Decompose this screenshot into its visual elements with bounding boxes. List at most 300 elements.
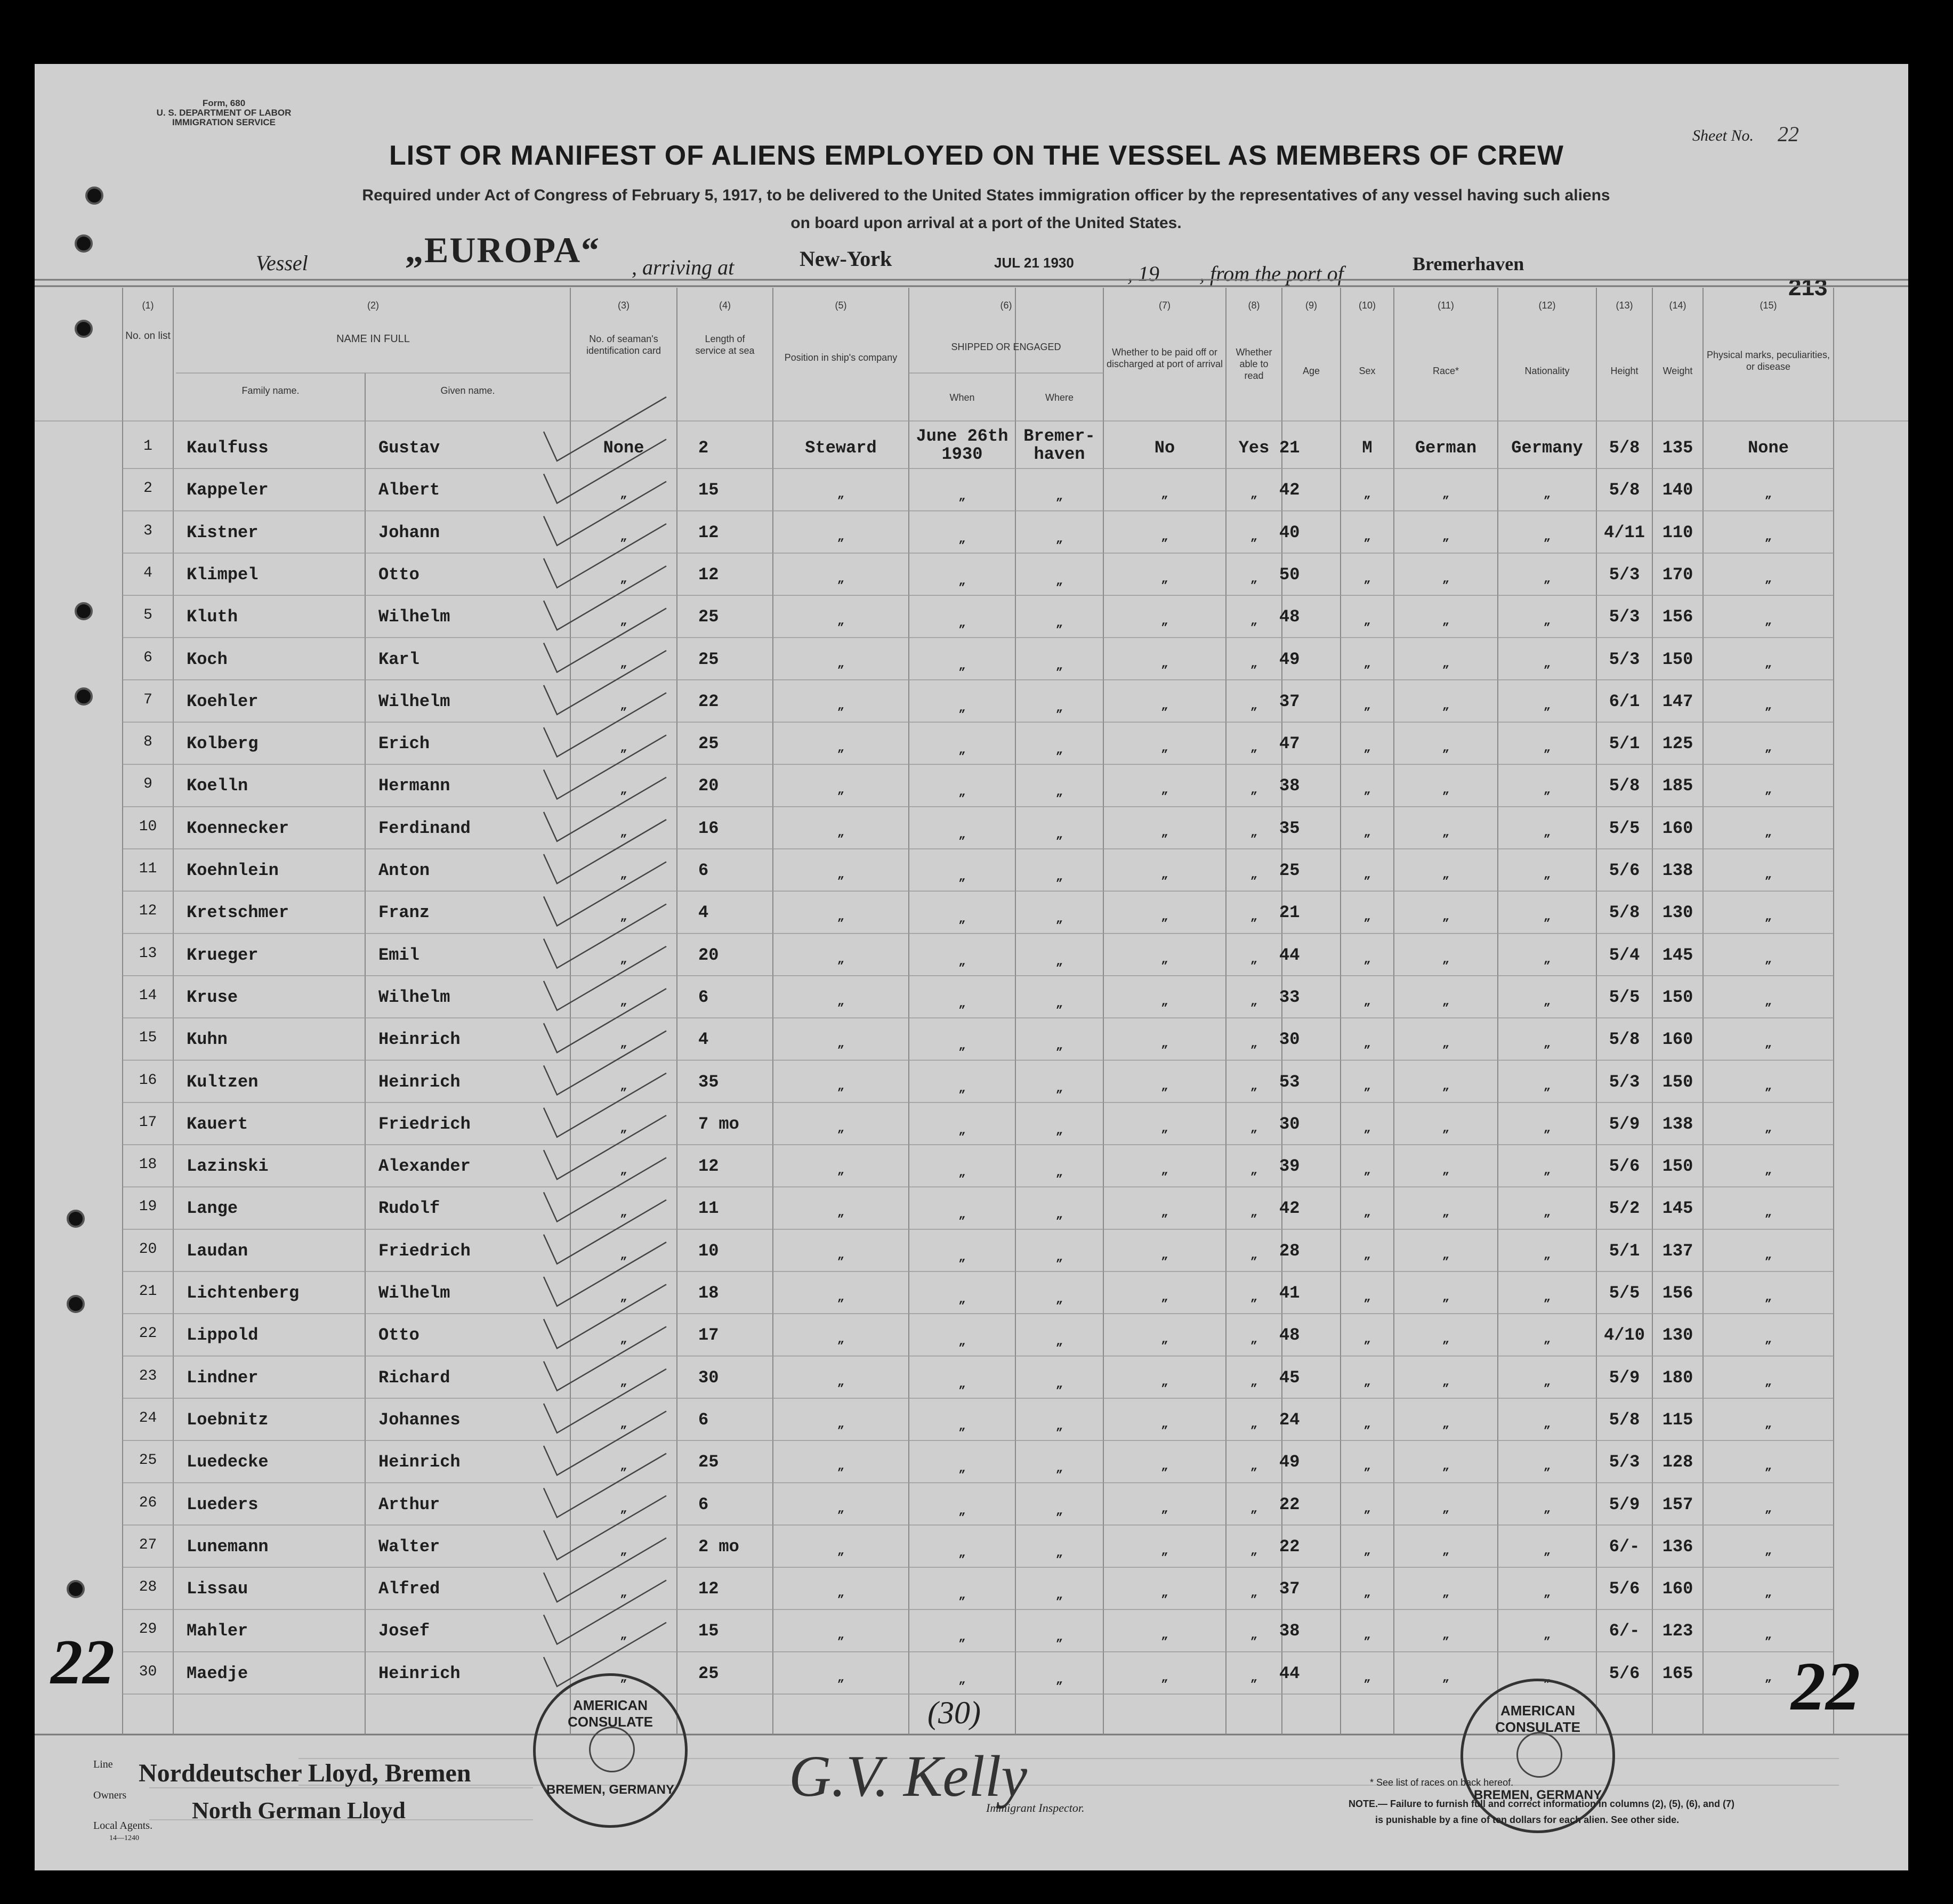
nationality: „ <box>1543 657 1551 670</box>
position: „ <box>837 1164 845 1178</box>
service-length: 22 <box>698 691 719 711</box>
position: „ <box>837 1037 845 1051</box>
able-read: „ <box>1250 1628 1258 1642</box>
physical-marks: „ <box>1764 1544 1772 1558</box>
nationality: „ <box>1543 1460 1551 1473</box>
given-name: Albert <box>378 480 440 500</box>
position: „ <box>837 1671 845 1684</box>
sex: „ <box>1363 1121 1371 1135</box>
position: „ <box>837 1544 845 1558</box>
age: 48 <box>1279 607 1300 627</box>
height: 5/3 <box>1609 649 1640 669</box>
shipped-when: „ <box>958 1546 966 1560</box>
position: Steward <box>805 438 877 458</box>
age: 25 <box>1279 861 1300 880</box>
id-card: „ <box>620 910 627 924</box>
physical-marks: „ <box>1764 952 1772 966</box>
physical-marks: „ <box>1764 1375 1772 1389</box>
department-name: U. S. DEPARTMENT OF LABOR <box>156 108 292 118</box>
able-read: „ <box>1250 488 1258 501</box>
age: 44 <box>1279 945 1300 965</box>
height: 6/- <box>1609 1536 1640 1557</box>
weight: 136 <box>1662 1536 1693 1557</box>
row-number: 17 <box>139 1114 157 1131</box>
weight: 110 <box>1662 522 1693 542</box>
age: 45 <box>1279 1367 1300 1388</box>
paid-off: „ <box>1161 657 1168 670</box>
id-card: „ <box>620 783 627 797</box>
nationality: Germany <box>1511 438 1583 458</box>
paid-off: „ <box>1161 1375 1168 1389</box>
form-code: 14—1240 <box>109 1834 139 1842</box>
id-card: „ <box>620 868 627 881</box>
service-length: 20 <box>698 945 719 965</box>
position: „ <box>837 741 845 755</box>
given-name: Josef <box>378 1621 430 1641</box>
race: „ <box>1442 1375 1450 1389</box>
row-number: 3 <box>143 522 152 539</box>
shipped-where: Bremer-haven <box>1023 426 1095 464</box>
family-name: Kruse <box>187 987 238 1007</box>
nationality: „ <box>1543 1375 1551 1389</box>
age: 49 <box>1279 649 1300 669</box>
given-name: Gustav <box>378 438 440 458</box>
position: „ <box>837 1121 845 1135</box>
position: „ <box>837 910 845 924</box>
shipped-where: „ <box>1055 574 1063 588</box>
col-header-able-read: Whether able to read <box>1236 347 1272 381</box>
weight: 157 <box>1662 1494 1693 1514</box>
shipped-when: „ <box>958 490 966 504</box>
physical-marks: „ <box>1764 783 1772 797</box>
race: „ <box>1442 1206 1450 1220</box>
row-number: 25 <box>139 1452 157 1469</box>
family-name: Koennecker <box>187 818 289 838</box>
height: 5/3 <box>1609 607 1640 627</box>
service-length: 35 <box>698 1072 719 1092</box>
id-card: „ <box>620 1586 627 1600</box>
sex: „ <box>1363 910 1371 924</box>
age: 30 <box>1279 1114 1300 1134</box>
race: „ <box>1442 1586 1450 1600</box>
shipped-where: „ <box>1055 1419 1063 1433</box>
position: „ <box>837 572 845 586</box>
nationality: „ <box>1543 1248 1551 1262</box>
nationality: „ <box>1543 1586 1551 1600</box>
col-header-service: Length of service at sea <box>695 334 755 356</box>
col-number: (4) <box>719 300 731 311</box>
family-name: Kistner <box>187 522 259 542</box>
row-number: 22 <box>139 1325 157 1342</box>
service-length: 12 <box>698 1156 719 1177</box>
col-number: (10) <box>1358 300 1376 311</box>
physical-marks: „ <box>1764 868 1772 881</box>
sex: „ <box>1363 614 1371 628</box>
paid-off: „ <box>1161 1586 1168 1600</box>
race: „ <box>1442 783 1450 797</box>
family-name: Loebnitz <box>187 1409 269 1430</box>
col-header-given: Given name. <box>440 385 495 396</box>
nationality: „ <box>1543 868 1551 881</box>
id-card: „ <box>620 1375 627 1389</box>
family-name: Koelln <box>187 776 248 796</box>
service-length: 25 <box>698 607 719 627</box>
height: 5/5 <box>1609 818 1640 838</box>
row-number: 29 <box>139 1621 157 1638</box>
family-name: Lindner <box>187 1367 259 1388</box>
paid-off: „ <box>1161 1037 1168 1051</box>
given-name: Wilhelm <box>378 1283 450 1303</box>
row-number: 20 <box>139 1241 157 1258</box>
row-number: 24 <box>139 1409 157 1427</box>
shipped-where: „ <box>1055 1166 1063 1180</box>
weight: 170 <box>1662 564 1693 585</box>
paid-off: „ <box>1161 994 1168 1008</box>
given-name: Johannes <box>378 1409 461 1430</box>
able-read: „ <box>1250 699 1258 712</box>
shipped-where: „ <box>1055 785 1063 799</box>
service-length: 25 <box>698 1663 719 1683</box>
sex: „ <box>1363 699 1371 712</box>
race: „ <box>1442 1333 1450 1347</box>
row-number: 21 <box>139 1283 157 1300</box>
able-read: „ <box>1250 1544 1258 1558</box>
paid-off: „ <box>1161 825 1168 839</box>
sex: „ <box>1363 1544 1371 1558</box>
weight: 156 <box>1662 607 1693 627</box>
nationality: „ <box>1543 741 1551 755</box>
paid-off: „ <box>1161 1544 1168 1558</box>
paid-off: „ <box>1161 1164 1168 1178</box>
shipped-when: „ <box>958 954 966 968</box>
id-card: „ <box>620 1079 627 1093</box>
shipped-when: „ <box>958 1081 966 1095</box>
physical-marks: „ <box>1764 530 1772 544</box>
given-name: Ferdinand <box>378 818 471 838</box>
row-number: 1 <box>143 438 152 455</box>
sex: „ <box>1363 783 1371 797</box>
service-length: 10 <box>698 1241 719 1261</box>
physical-marks: „ <box>1764 488 1772 501</box>
able-read: „ <box>1250 910 1258 924</box>
position: „ <box>837 657 845 670</box>
physical-marks: „ <box>1764 1502 1772 1516</box>
col-number: (7) <box>1159 300 1171 311</box>
page-subtitle-2: on board upon arrival at a port of the United States. <box>790 214 1182 232</box>
given-name: Richard <box>378 1367 450 1388</box>
col-number: (3) <box>618 300 630 311</box>
id-card: „ <box>620 657 627 670</box>
able-read: Yes <box>1238 438 1270 458</box>
family-name: Klimpel <box>187 564 259 585</box>
able-read: „ <box>1250 1586 1258 1600</box>
shipped-when: „ <box>958 1419 966 1433</box>
sex: „ <box>1363 994 1371 1008</box>
race: „ <box>1442 488 1450 501</box>
paid-off: „ <box>1161 1333 1168 1347</box>
stamp-place: BREMEN, GERMANY <box>546 1783 674 1797</box>
shipped-when: „ <box>958 1377 966 1391</box>
able-read: „ <box>1250 614 1258 628</box>
col-number: (14) <box>1669 300 1686 311</box>
sex: „ <box>1363 825 1371 839</box>
paid-off: „ <box>1161 1460 1168 1473</box>
given-name: Heinrich <box>378 1663 461 1683</box>
family-name: Lichtenberg <box>187 1283 300 1303</box>
service-length: 16 <box>698 818 719 838</box>
height: 5/5 <box>1609 987 1640 1007</box>
nationality: „ <box>1543 1164 1551 1178</box>
sex: „ <box>1363 868 1371 881</box>
col-header-no: No. on list <box>125 330 171 342</box>
able-read: „ <box>1250 657 1258 670</box>
col-header-race: Race* <box>1432 366 1459 376</box>
race: „ <box>1442 994 1450 1008</box>
given-name: Rudolf <box>378 1198 440 1219</box>
given-name: Heinrich <box>378 1452 461 1472</box>
service-length: 2 mo <box>698 1536 739 1557</box>
service-length: 30 <box>698 1367 719 1388</box>
col-number: (5) <box>835 300 847 311</box>
height: 5/2 <box>1609 1198 1640 1219</box>
able-read: „ <box>1250 1079 1258 1093</box>
age: 33 <box>1279 987 1300 1007</box>
departure-port: Bremerhaven <box>1413 253 1524 274</box>
position: „ <box>837 783 845 797</box>
shipped-where: „ <box>1055 1462 1063 1476</box>
able-read: „ <box>1250 1291 1258 1304</box>
nationality: „ <box>1543 1291 1551 1304</box>
height: 5/4 <box>1609 945 1640 965</box>
id-card: „ <box>620 488 627 501</box>
family-name: Kultzen <box>187 1072 259 1092</box>
family-name: Koch <box>187 649 228 669</box>
paid-off: „ <box>1161 1671 1168 1684</box>
shipped-where: „ <box>1055 532 1063 546</box>
family-name: Kolberg <box>187 734 259 754</box>
sex: „ <box>1363 1628 1371 1642</box>
shipped-when: „ <box>958 532 966 546</box>
col-header-physical: Physical marks, peculiarities, or disease <box>1706 350 1830 372</box>
position: „ <box>837 1375 845 1389</box>
height: 5/6 <box>1609 1579 1640 1599</box>
stamp-place: BREMEN, GERMANY <box>1473 1788 1602 1802</box>
shipped-where: „ <box>1055 912 1063 926</box>
service-length: 7 mo <box>698 1114 739 1134</box>
position: „ <box>837 1502 845 1516</box>
sex: „ <box>1363 657 1371 670</box>
shipped-where: „ <box>1055 1250 1063 1264</box>
race: „ <box>1442 1079 1450 1093</box>
service-length: 12 <box>698 564 719 585</box>
able-read: „ <box>1250 1671 1258 1684</box>
weight: 137 <box>1662 1241 1693 1261</box>
shipped-when: „ <box>958 1589 966 1602</box>
sex: „ <box>1363 1375 1371 1389</box>
weight: 115 <box>1662 1409 1693 1430</box>
eagle-icon <box>1516 1732 1562 1778</box>
sex: „ <box>1363 1460 1371 1473</box>
shipped-when: „ <box>958 1039 966 1053</box>
sex: „ <box>1363 1206 1371 1220</box>
shipped-where: „ <box>1055 1335 1063 1349</box>
row-number: 6 <box>143 649 152 666</box>
physical-marks: „ <box>1764 1333 1772 1347</box>
age: 53 <box>1279 1072 1300 1092</box>
paid-off: „ <box>1161 1417 1168 1431</box>
age: 44 <box>1279 1663 1300 1683</box>
shipped-where: „ <box>1055 1208 1063 1222</box>
weight: 160 <box>1662 1030 1693 1050</box>
service-length: 11 <box>698 1198 719 1219</box>
shipped-where: „ <box>1055 1631 1063 1644</box>
nationality: „ <box>1543 488 1551 501</box>
service-length: 18 <box>698 1283 719 1303</box>
physical-marks: „ <box>1764 1291 1772 1304</box>
age: 37 <box>1279 691 1300 711</box>
service-length: 12 <box>698 1579 719 1599</box>
shipped-when: „ <box>958 1293 966 1306</box>
physical-marks: „ <box>1764 657 1772 670</box>
position: „ <box>837 1291 845 1304</box>
nationality: „ <box>1543 783 1551 797</box>
shipped-when: „ <box>958 617 966 630</box>
col-number: (1) <box>142 300 154 311</box>
race: „ <box>1442 657 1450 670</box>
id-card: „ <box>620 1248 627 1262</box>
race: „ <box>1442 1502 1450 1516</box>
row-number: 27 <box>139 1536 157 1553</box>
paid-off: No <box>1154 438 1175 458</box>
race: „ <box>1442 1544 1450 1558</box>
col-header-name: NAME IN FULL <box>336 333 410 345</box>
col-header-when: When <box>949 392 975 403</box>
consulate-stamp-2 <box>1460 1679 1615 1833</box>
col-number: (12) <box>1538 300 1556 311</box>
id-card: „ <box>620 1206 627 1220</box>
id-card: „ <box>620 614 627 628</box>
position: „ <box>837 952 845 966</box>
given-name: Franz <box>378 903 430 923</box>
paid-off: „ <box>1161 1248 1168 1262</box>
id-card: „ <box>620 1333 627 1347</box>
id-card: „ <box>620 825 627 839</box>
nationality: „ <box>1543 1037 1551 1051</box>
able-read: „ <box>1250 1037 1258 1051</box>
position: „ <box>837 1248 845 1262</box>
height: 5/1 <box>1609 734 1640 754</box>
stamp-text: AMERICAN CONSULATE <box>568 1697 653 1730</box>
col-header-age: Age <box>1302 366 1320 376</box>
row-number: 16 <box>139 1072 157 1089</box>
row-number: 18 <box>139 1156 157 1173</box>
family-name: Lueders <box>187 1494 259 1514</box>
shipped-when: „ <box>958 1673 966 1687</box>
height: 5/5 <box>1609 1283 1640 1303</box>
family-name: Laudan <box>187 1241 248 1261</box>
race: „ <box>1442 1460 1450 1473</box>
service-length: 25 <box>698 649 719 669</box>
sex: „ <box>1363 1164 1371 1178</box>
shipped-when: „ <box>958 743 966 757</box>
id-card: „ <box>620 699 627 712</box>
shipped-when: June 26th 1930 <box>916 426 1008 464</box>
given-name: Arthur <box>378 1494 440 1514</box>
service-length: 2 <box>698 438 709 458</box>
family-name: Lunemann <box>187 1536 269 1557</box>
position: „ <box>837 1206 845 1220</box>
shipped-where: „ <box>1055 1504 1063 1518</box>
position: „ <box>837 488 845 501</box>
race: „ <box>1442 1248 1450 1262</box>
service-length: 17 <box>698 1325 719 1346</box>
race: „ <box>1442 1164 1450 1178</box>
shipped-where: „ <box>1055 1546 1063 1560</box>
service-length: 6 <box>698 1409 709 1430</box>
paid-off: „ <box>1161 572 1168 586</box>
shipped-where: „ <box>1055 1377 1063 1391</box>
physical-marks: „ <box>1764 1671 1772 1684</box>
height: 4/11 <box>1604 522 1645 542</box>
able-read: „ <box>1250 1460 1258 1473</box>
family-name: Kauert <box>187 1114 248 1134</box>
family-name: Kappeler <box>187 480 269 500</box>
age: 48 <box>1279 1325 1300 1346</box>
nationality: „ <box>1543 994 1551 1008</box>
id-card: „ <box>620 1037 627 1051</box>
col-header-position: Position in ship's company <box>784 352 898 363</box>
sheet-number-label: Sheet No. <box>1692 127 1754 144</box>
col-header-height: Height <box>1610 366 1639 376</box>
nationality: „ <box>1543 699 1551 712</box>
age: 39 <box>1279 1156 1300 1177</box>
sex: „ <box>1363 1291 1371 1304</box>
vessel-label: Vessel <box>256 251 308 275</box>
height: 6/1 <box>1609 691 1640 711</box>
family-name: Kretschmer <box>187 903 289 923</box>
service-length: 4 <box>698 1030 709 1050</box>
height: 5/8 <box>1609 903 1640 923</box>
row-number: 13 <box>139 945 157 962</box>
id-card: „ <box>620 1164 627 1178</box>
physical-marks: „ <box>1764 614 1772 628</box>
paid-off: „ <box>1161 1502 1168 1516</box>
sex: „ <box>1363 952 1371 966</box>
col-number: (2) <box>367 300 379 311</box>
shipped-where: „ <box>1055 1589 1063 1602</box>
paid-off: „ <box>1161 1079 1168 1093</box>
stamp-text: AMERICAN CONSULATE <box>1495 1703 1580 1735</box>
given-name: Heinrich <box>378 1072 461 1092</box>
age: 37 <box>1279 1579 1300 1599</box>
id-card: „ <box>620 530 627 544</box>
family-name: Lange <box>187 1198 238 1219</box>
id-card: „ <box>620 1460 627 1473</box>
age: 24 <box>1279 1409 1300 1430</box>
height: 5/9 <box>1609 1494 1640 1514</box>
nationality: „ <box>1543 1121 1551 1135</box>
position: „ <box>837 699 845 712</box>
service-length: 20 <box>698 776 719 796</box>
physical-marks: „ <box>1764 699 1772 712</box>
height: 4/10 <box>1604 1325 1645 1346</box>
given-name: Wilhelm <box>378 987 450 1007</box>
shipped-where: „ <box>1055 617 1063 630</box>
margin-number-right: 22 <box>1791 1648 1860 1725</box>
service-length: 12 <box>698 522 719 542</box>
weight: 156 <box>1662 1283 1693 1303</box>
age: 38 <box>1279 1621 1300 1641</box>
